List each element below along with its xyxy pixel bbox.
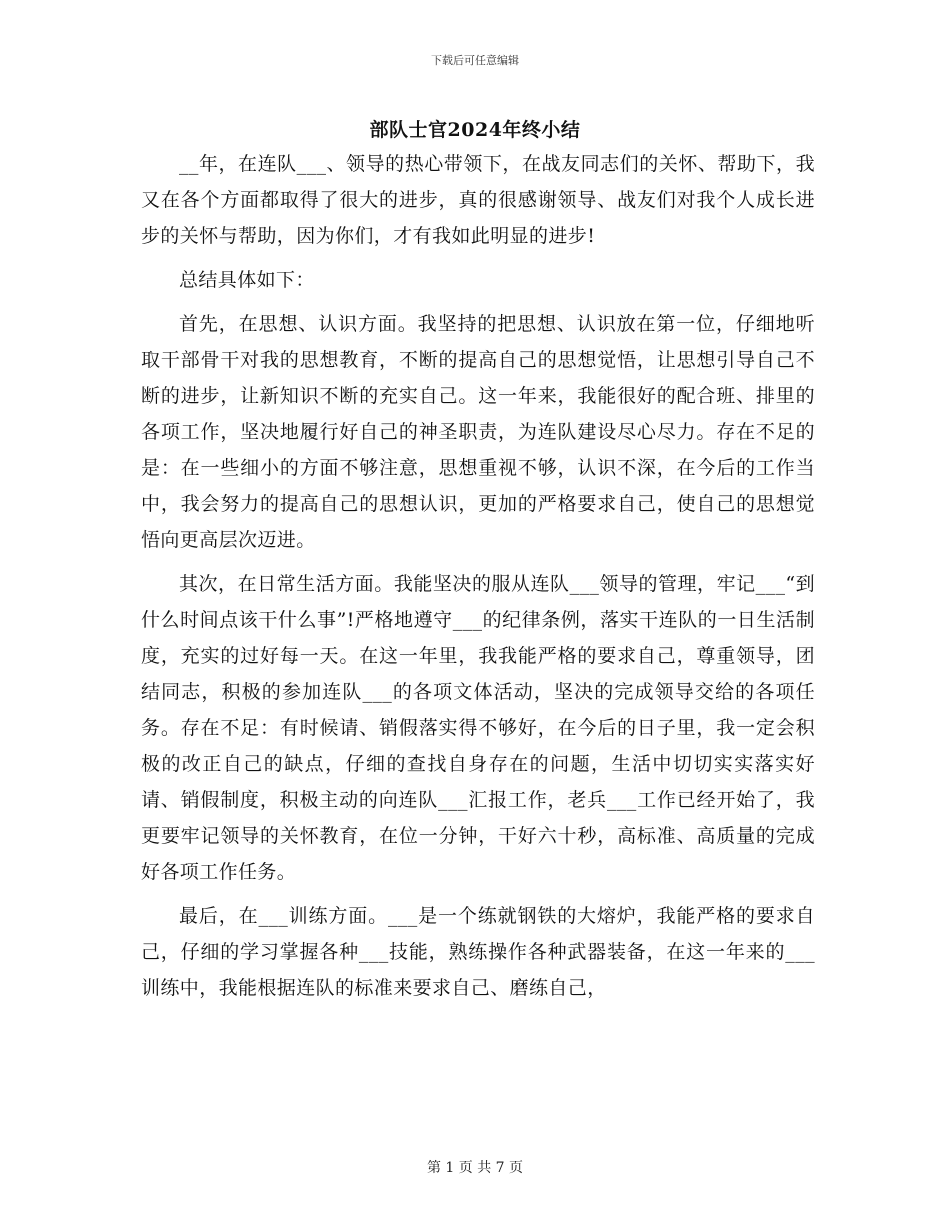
document-body — [141, 146, 815, 1014]
document-title: 部队士官2024年终小结 — [369, 119, 581, 141]
paragraph-daily-life: 其次，在日常生活方面。我能坚决的服从连队___领导的管理，牢记___“到什么时间点该干什么事”!严格地遵守___的纪律条例，落实干连队的一日生活制度，充实的过好每一天。在这一年里，我我能严格的要求自己，尊重领导，团结同志，积极的参加连队___的各项文体活动，坚决的完成领导交给的各项任务。存在不足：有时候请、销假落实得不够好，在今后的日子里，我一定会积极的改正自己的缺点，仔细的查找自身存在的问题，生活中切切实实落实好请、销假制度，积极主动的向连队___汇报工作，老兵___工作已经开始了，我更要牢记领导的关怀教育，在位一分钟，干好六十秒，高标准、高质量的完成好各项工作任务。 — [141, 573, 815, 883]
paragraph-training: 最后，在___训练方面。___是一个练就钢铁的大熔炉，我能严格的要求自己，仔细的学习掌握各种___技能，熟练操作各种武器装备，在这一年来的___训练中，我能根据连队的标准来要求自己、磨练自己， — [141, 905, 815, 999]
paragraph-thought: 首先，在思想、认识方面。我坚持的把思想、认识放在第一位，仔细地听取干部骨干对我的思想教育，不断的提高自己的思想觉悟，让思想引导自己不断的进步，让新知识不断的充实自己。这一年来，我能很好的配合班、排里的各项工作，坚决地履行好自己的神圣职责，为连队建设尽心尽力。存在不足的是：在一些细小的方面不够注意，思想重视不够，认识不深，在今后的工作当中，我会努力的提高自己的思想认识，更加的严格要求自己，使自己的思想觉悟向更高层次迈进。 — [141, 313, 815, 551]
paragraph-intro: __年，在连队___、领导的热心带领下，在战友同志们的关怀、帮助下，我又在各个方面都取得了很大的进步，真的很感谢领导、战友们对我个人成长进步的关怀与帮助，因为你们，才有我如此明显的进步! — [141, 153, 815, 247]
page-indicator: 第 1 页 共 7 页 — [426, 1160, 524, 1176]
page-header-note: 下载后可任意编辑 — [431, 54, 519, 67]
paragraph-summary-lead: 总结具体如下： — [179, 269, 315, 291]
